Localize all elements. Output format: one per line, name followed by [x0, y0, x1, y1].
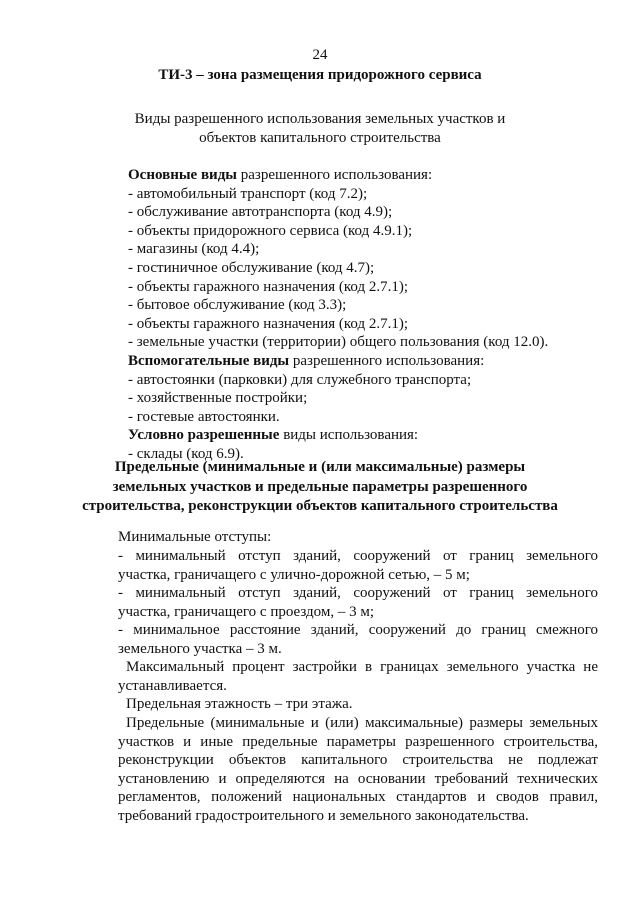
list-item: - объекты гаражного назначения (код 2.7.1);	[128, 315, 409, 332]
final-paragraph	[118, 714, 598, 825]
list-item: - магазины (код 4.4);	[128, 241, 260, 258]
list-item: - бытовое обслуживание (код 3.3);	[128, 297, 347, 314]
list-item: - автомобильный транспорт (код 7.2);	[128, 185, 368, 202]
subtitle	[0, 110, 640, 148]
paragraph-line: реконструкции объектов капитального строительства не подлежат	[118, 752, 598, 768]
paragraph-line: участка, граничащего с проездом, – 3 м;	[118, 603, 375, 620]
setback-item-1	[118, 547, 598, 584]
paragraph-line: участков и иные предельные параметры разрешенного строительства,	[118, 733, 598, 750]
paragraph-line: - минимальный отступ зданий, сооружений от границ земельного	[118, 585, 598, 601]
paragraph-line: установлению и определяются на основании требований технических	[118, 770, 598, 787]
section-heading	[0, 458, 640, 517]
subtitle-line: объектов капитального строительства	[199, 130, 441, 146]
list-item: - хозяйственные постройки;	[128, 390, 308, 407]
paragraph-line: - минимальное расстояние зданий, сооружений до границ смежного	[118, 622, 598, 638]
main-uses-heading	[128, 166, 598, 185]
aux-uses-heading	[128, 352, 598, 371]
paragraph-line: Максимальный процент застройки в границах земельного участка не	[126, 659, 598, 675]
aux-uses-heading-bold: Вспомогательные виды	[128, 352, 290, 369]
section-heading-line: земельных участков и предельные параметры разрешенного	[112, 478, 528, 495]
setback-item-3	[118, 621, 598, 658]
list-item: - объекты гаражного назначения (код 2.7.1);	[128, 278, 409, 295]
paragraph-line: регламентов, положений национальных стандартов и сводов правил,	[118, 789, 598, 805]
page-number: 24	[312, 47, 328, 63]
main-uses-heading-rest: разрешенного использования:	[237, 167, 433, 183]
setback-item-2	[118, 584, 598, 621]
paragraph-line: требований градостроительного и земельного законодательства.	[118, 807, 529, 824]
cond-uses-heading-rest: виды использования:	[279, 427, 419, 444]
section-heading-line: Предельные (минимальные и (или максимальные) размеры	[114, 459, 526, 475]
list-item: - автостоянки (парковки) для служебного транспорта;	[128, 371, 472, 388]
paragraph-line: Предельные (минимальные и (или) максимальные) размеры земельных	[126, 715, 598, 731]
list-item: - земельные участки (территории) общего пользования (код 12.0).	[128, 334, 549, 351]
page-title: ТИ-3 – зона размещения придорожного сервиса	[158, 67, 482, 83]
list-item: - обслуживание автотранспорта (код 4.9);	[128, 204, 393, 221]
paragraph-line: земельного участка – 3 м.	[118, 640, 282, 657]
max-floors-line: Предельная этажность – три этажа.	[126, 696, 353, 712]
paragraph-line: - минимальный отступ зданий, сооружений от границ земельного	[118, 548, 598, 564]
permitted-uses-list	[128, 166, 598, 464]
subtitle-line: Виды разрешенного использования земельных участков и	[134, 111, 506, 127]
list-item: - объекты придорожного сервиса (код 4.9.1);	[128, 222, 413, 239]
cond-uses-heading	[128, 426, 598, 445]
setbacks-label: Минимальные отступы:	[118, 529, 272, 545]
cond-uses-heading-bold: Условно разрешенные	[128, 427, 280, 444]
list-item: - гостевые автостоянки.	[128, 408, 280, 425]
main-uses-heading-bold: Основные виды	[128, 167, 237, 183]
paragraph-line: участка, граничащего с улично-дорожной сетью, – 5 м;	[118, 566, 470, 583]
paragraph-line: устанавливается.	[118, 677, 227, 694]
list-item: - склады (код 6.9).	[128, 445, 244, 462]
max-coverage-paragraph	[118, 658, 598, 695]
aux-uses-heading-rest: разрешенного использования:	[289, 352, 485, 369]
list-item: - гостиничное обслуживание (код 4.7);	[128, 259, 375, 276]
section-heading-line: строительства, реконструкции объектов капитального строительства	[82, 498, 558, 514]
